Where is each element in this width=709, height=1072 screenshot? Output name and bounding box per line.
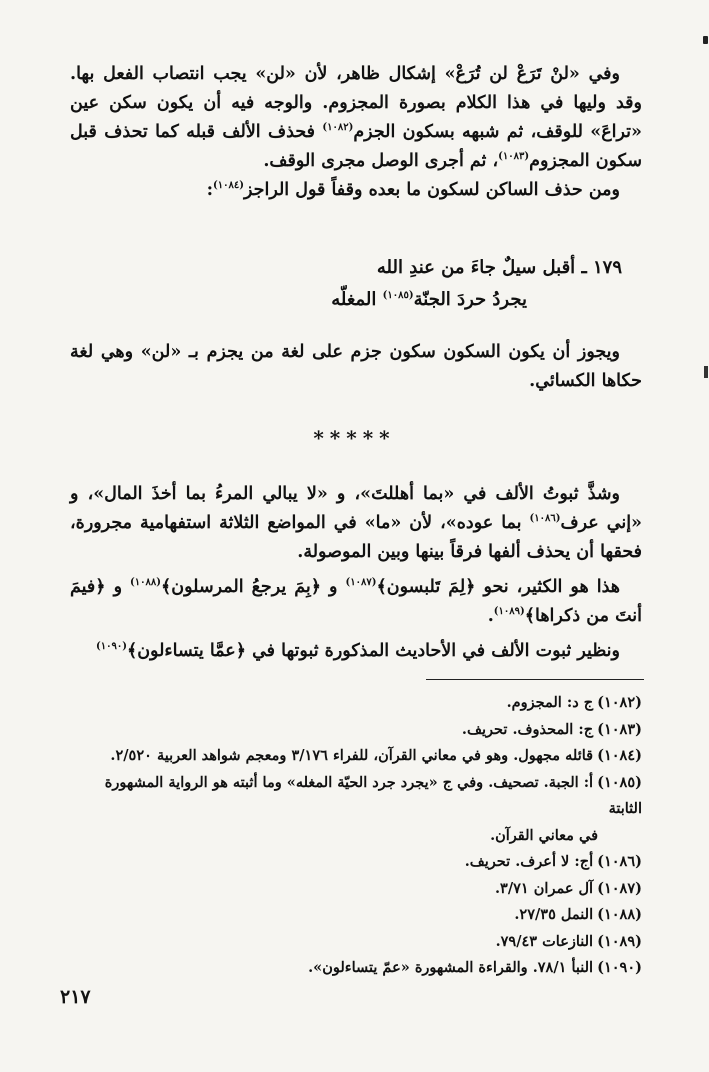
paragraph-text: هذا هو الكثير، نحو ﴿لِمَ تَلبسون﴾ [376,577,620,597]
footnote-number: (١٠٨٤) [597,747,642,764]
poem-verse [70,252,642,316]
section-separator: ***** [313,426,396,450]
edge-mark [704,366,708,378]
paragraph-after-poem [70,338,642,396]
paragraph-text: . [487,606,494,626]
footnote-number: (١٠٨٩) [597,932,642,950]
footnote-text: أ: الجبة. تصحيف. وفي ج «يجرد جرد الحيّة المغله» وما أثبته هو الرواية المشهورة الثابتة [104,773,642,817]
footnote [70,876,642,903]
second-section [70,480,642,672]
footnote-ref: (١٠٨٩) [493,606,525,618]
footnote-number: (١٠٨٧) [597,879,642,897]
page-number: ٢١٧ [60,986,91,1008]
footnote-text: قائله مجهول. وهو في معاني القرآن، للفراء ٣/١٧٦ ومعجم شواهد العربية ٢/٥٢٠. [110,747,594,764]
paragraph-text: و ﴿فيمَ أنتَ من ذكراها﴾ [70,577,642,626]
footnote-text: ج: المحذوف. تحريف. [461,720,594,738]
paragraph-text: ، ثم أجرى الوصل مجرى الوقف. [263,151,499,171]
footnote-text: ج د: المجزوم. [506,694,594,711]
poem-text: يجردُ حردَ الجنّة [413,289,527,310]
footnote-ref: (١٠٨٣) [498,151,530,163]
footnote-ref: (١٠٨٤) [213,180,244,192]
footnote-ref: (١٠٨٧) [345,577,377,589]
paragraph-text: ونظير ثبوت الألف في الأحاديث المذكورة ثبوتها في ﴿عمَّا يتساءلون﴾ [126,641,620,661]
footnote-ref: (١٠٨٦) [529,513,561,525]
footnote-ref: (١٠٨٨) [130,577,161,589]
main-paragraph [70,60,642,205]
footnote-continuation: في معاني القرآن. [490,826,598,844]
footnote [70,929,642,956]
paragraph-text: بما عوده»، لأن «ما» في المواضع الثلاثة استفهامية مجرورة، فحقها أن يحذف ألفها فرقاً بينها وبين الموصولة. [70,513,642,562]
footnote-ref: (١٠٩٠) [96,641,127,653]
footnotes [70,690,642,982]
footnote-text: أج: لا أعرف. تحريف. [464,853,594,870]
footnote-number: (١٠٨٨) [597,906,642,923]
footnote-number: (١٠٨٦) [597,853,642,870]
footnote [70,717,642,744]
footnote-text: آل عمران ٣/٧١. [494,879,594,897]
footnote-text: النازعات ٧٩/٤٣. [495,932,594,950]
paragraph-text: وفي «لنْ تَرَعْ لن تُرَعْ» إشكال ظاهر، لأن «لن» يجب انتصاب الفعل بها. وقد وليها في هذا الكلام بصورة المجزوم. والوجه فيه أن يكون سكن عين «تراعَ» للوقف، ثم شبهه بسكون الجزم [70,64,642,142]
footnote-number: (١٠٨٢) [597,694,642,711]
footnote-number: (١٠٨٣) [597,720,642,738]
paragraph-text: ويجوز أن يكون السكون سكون جزم على لغة من يجزم بـ «لن» وهي لغة حكاها الكسائي. [70,342,642,391]
footnote-number: (١٠٨٥) [597,773,642,791]
footnote-number: (١٠٩٠) [597,959,642,976]
footnote-text: النمل ٢٧/٣٥. [514,906,594,923]
poem-line-2 [70,284,642,316]
footnote [70,849,642,876]
footnote [70,690,642,717]
footnote-divider [426,679,644,680]
footnote-ref: (١٠٨٢) [322,122,354,134]
footnote [70,955,642,982]
footnote [70,743,642,770]
edge-mark [703,36,708,44]
poem-line-1: ١٧٩ ـ أقبل سيلٌ جاءَ من عندِ الله [376,257,622,278]
paragraph-text: ومن حذف الساكن لسكون ما بعده وقفاً قول الراجز [243,180,620,200]
paragraph-text: وشذَّ ثبوتُ الألف في «بما أهللتَ»، و «لا يبالي المرءُ بما أخذَ المال»، و «إني عرف [70,484,642,533]
paragraph-text: : [206,180,214,200]
paragraph-text: فحذف الألف قبله كما تحذف قبل سكون المجزوم [70,122,642,171]
footnote-ref: (١٠٨٥) [382,290,414,301]
poem-text: المغلّه [331,289,383,310]
footnote [70,770,642,823]
footnote [70,902,642,929]
footnote-text: النبأ ٧٨/١. والقراءة المشهورة «عمّ يتساءلون». [308,959,594,976]
paragraph-text: و ﴿بِمَ يرجعُ المرسلون﴾ [161,577,346,597]
